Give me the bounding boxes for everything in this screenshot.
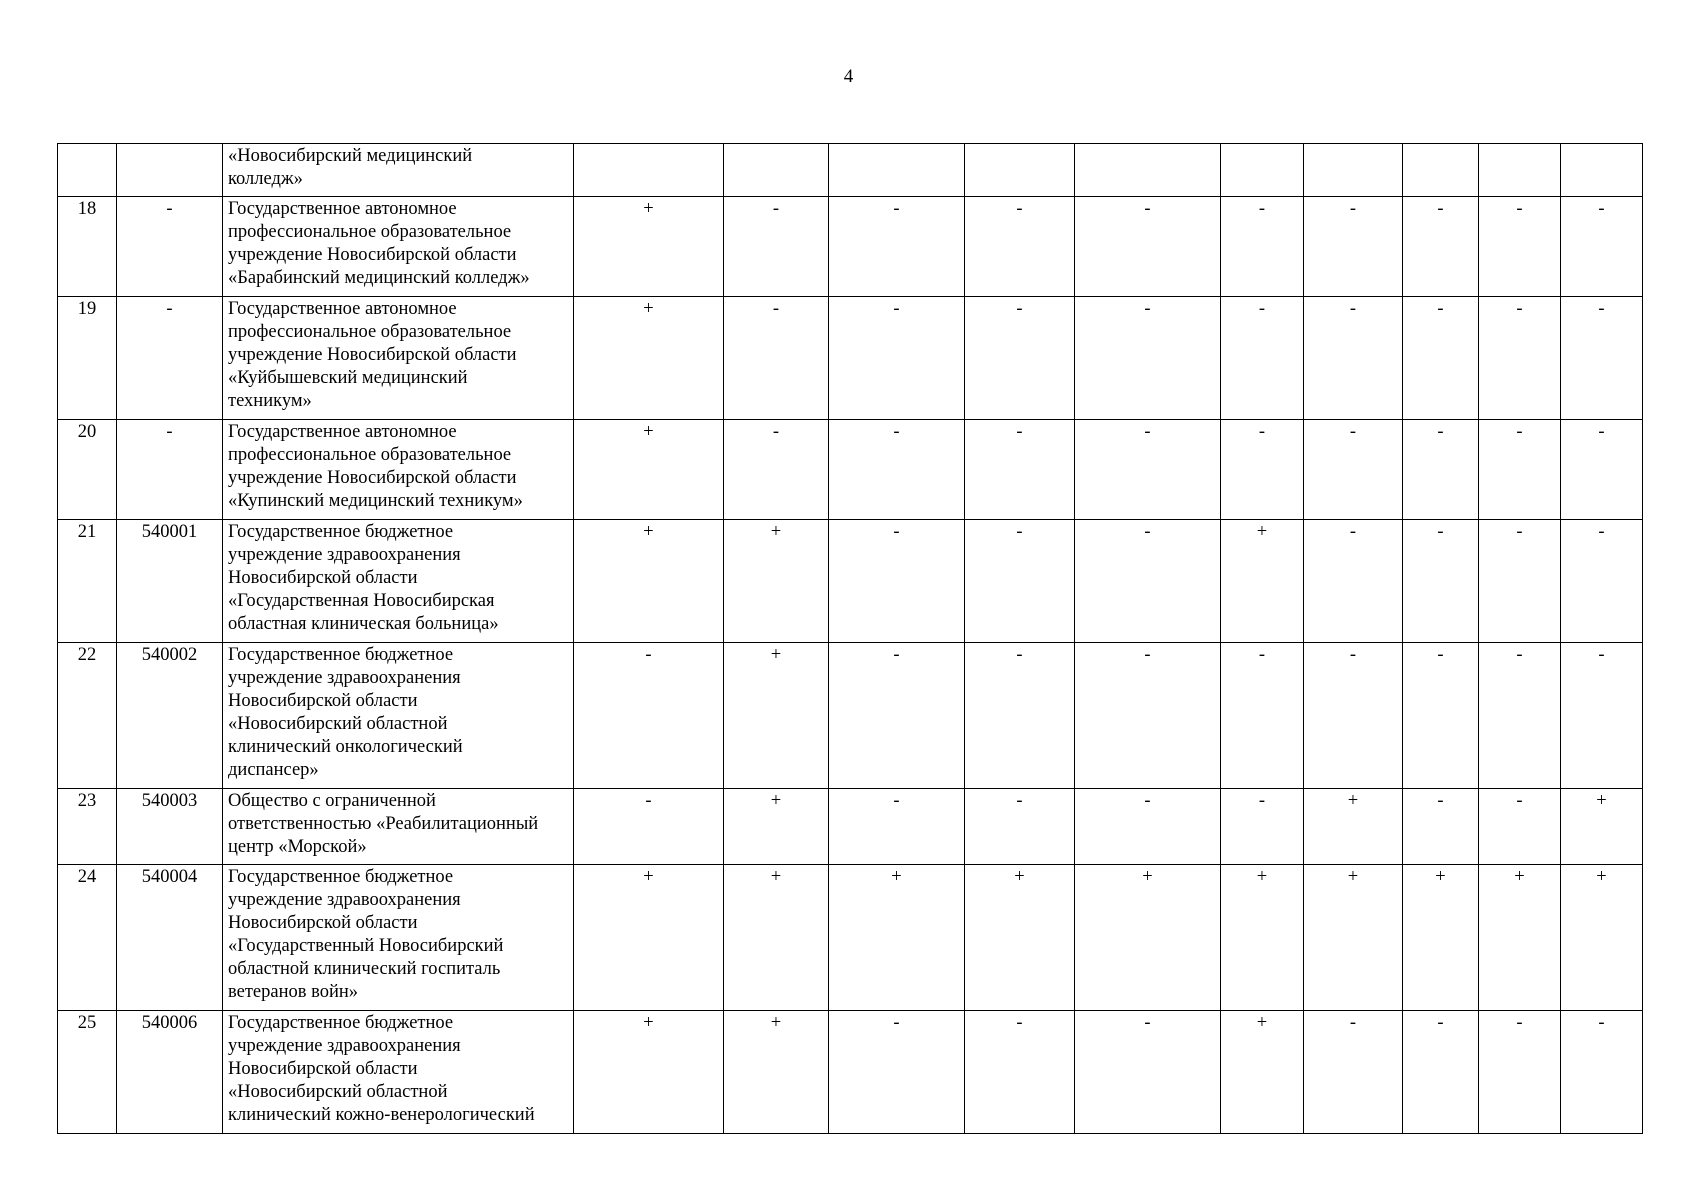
mark-cell: - — [1403, 643, 1479, 789]
mark-cell: - — [1304, 520, 1403, 643]
organization-name: Государственное бюджетное учреждение здравоохранения Новосибирской области «Государственный Новосибирский областной клинический госпиталь ветеранов войн» — [223, 865, 574, 1011]
mark-cell: - — [1304, 420, 1403, 520]
mark-cell — [574, 144, 724, 197]
mark-cell: - — [829, 197, 965, 297]
mark-cell: - — [1221, 197, 1304, 297]
mark-cell: - — [724, 197, 829, 297]
organization-name: Государственное бюджетное учреждение здравоохранения Новосибирской области «Новосибирский областной клинический кожно-венерологический — [223, 1011, 574, 1134]
mark-cell: - — [1403, 789, 1479, 865]
mark-cell: - — [1304, 643, 1403, 789]
registry-code: 540001 — [117, 520, 223, 643]
organization-name: «Новосибирский медицинский колледж» — [223, 144, 574, 197]
mark-cell: + — [574, 865, 724, 1011]
mark-cell: - — [1479, 1011, 1561, 1134]
organization-name: Общество с ограниченной ответственностью «Реабилитационный центр «Морской» — [223, 789, 574, 865]
mark-cell — [1479, 144, 1561, 197]
row-number: 21 — [58, 520, 117, 643]
mark-cell: - — [1075, 197, 1221, 297]
registry-code: 540003 — [117, 789, 223, 865]
mark-cell — [1221, 144, 1304, 197]
mark-cell: - — [829, 420, 965, 520]
table-row — [58, 420, 1643, 520]
mark-cell: - — [724, 420, 829, 520]
mark-cell: - — [1479, 197, 1561, 297]
mark-cell: - — [965, 520, 1075, 643]
mark-cell: - — [965, 789, 1075, 865]
organizations-table — [57, 143, 1643, 1134]
mark-cell: - — [1561, 520, 1643, 643]
mark-cell: + — [574, 420, 724, 520]
mark-cell: - — [1403, 197, 1479, 297]
mark-cell: - — [1304, 297, 1403, 420]
mark-cell: - — [1221, 643, 1304, 789]
registry-code — [117, 144, 223, 197]
table-row — [58, 520, 1643, 643]
table-row — [58, 789, 1643, 865]
registry-code: - — [117, 420, 223, 520]
mark-cell: + — [1221, 1011, 1304, 1134]
mark-cell: - — [1403, 1011, 1479, 1134]
mark-cell: - — [1403, 520, 1479, 643]
organization-name: Государственное бюджетное учреждение здравоохранения Новосибирской области «Новосибирский областной клинический онкологический диспансер» — [223, 643, 574, 789]
mark-cell: + — [724, 789, 829, 865]
mark-cell: - — [965, 1011, 1075, 1134]
mark-cell — [1075, 144, 1221, 197]
table-row — [58, 297, 1643, 420]
mark-cell: + — [965, 865, 1075, 1011]
mark-cell: - — [1561, 420, 1643, 520]
mark-cell — [829, 144, 965, 197]
mark-cell: - — [829, 1011, 965, 1134]
registry-code: 540004 — [117, 865, 223, 1011]
row-number: 18 — [58, 197, 117, 297]
mark-cell: - — [1479, 643, 1561, 789]
organization-name: Государственное автономное профессиональное образовательное учреждение Новосибирской области «Барабинский медицинский колледж» — [223, 197, 574, 297]
organization-name: Государственное бюджетное учреждение здравоохранения Новосибирской области «Государственная Новосибирская областная клиническая больница» — [223, 520, 574, 643]
mark-cell: + — [1304, 865, 1403, 1011]
row-number: 20 — [58, 420, 117, 520]
mark-cell: - — [1403, 297, 1479, 420]
mark-cell: - — [829, 789, 965, 865]
mark-cell: - — [829, 643, 965, 789]
mark-cell: - — [965, 297, 1075, 420]
mark-cell: - — [1479, 520, 1561, 643]
mark-cell: - — [965, 420, 1075, 520]
mark-cell: + — [1561, 865, 1643, 1011]
mark-cell: - — [965, 643, 1075, 789]
mark-cell: - — [574, 643, 724, 789]
mark-cell: + — [574, 197, 724, 297]
mark-cell: - — [1075, 297, 1221, 420]
page-number: 4 — [843, 66, 854, 87]
mark-cell: + — [574, 297, 724, 420]
table-row — [58, 197, 1643, 297]
row-number: 25 — [58, 1011, 117, 1134]
mark-cell: + — [1403, 865, 1479, 1011]
mark-cell: + — [724, 1011, 829, 1134]
mark-cell: + — [829, 865, 965, 1011]
mark-cell: + — [724, 520, 829, 643]
mark-cell: - — [1561, 297, 1643, 420]
mark-cell: - — [1561, 643, 1643, 789]
registry-code: - — [117, 297, 223, 420]
mark-cell: - — [1221, 297, 1304, 420]
mark-cell: + — [1075, 865, 1221, 1011]
registry-code: 540002 — [117, 643, 223, 789]
mark-cell: - — [965, 197, 1075, 297]
mark-cell — [724, 144, 829, 197]
table-row — [58, 144, 1643, 197]
organization-name: Государственное автономное профессиональное образовательное учреждение Новосибирской области «Купинский медицинский техникум» — [223, 420, 574, 520]
mark-cell: - — [1075, 520, 1221, 643]
mark-cell: - — [724, 297, 829, 420]
mark-cell: - — [1075, 420, 1221, 520]
table-row — [58, 643, 1643, 789]
mark-cell: - — [1221, 789, 1304, 865]
mark-cell — [1561, 144, 1643, 197]
registry-code: - — [117, 197, 223, 297]
mark-cell: - — [1304, 197, 1403, 297]
row-number: 23 — [58, 789, 117, 865]
mark-cell: - — [1561, 1011, 1643, 1134]
mark-cell: - — [829, 297, 965, 420]
table-row — [58, 1011, 1643, 1134]
mark-cell: + — [1221, 865, 1304, 1011]
mark-cell: - — [1221, 420, 1304, 520]
mark-cell: + — [574, 1011, 724, 1134]
mark-cell: + — [1304, 789, 1403, 865]
mark-cell: + — [724, 865, 829, 1011]
mark-cell: - — [1403, 420, 1479, 520]
mark-cell: - — [1561, 197, 1643, 297]
mark-cell: - — [1075, 1011, 1221, 1134]
row-number — [58, 144, 117, 197]
mark-cell — [965, 144, 1075, 197]
mark-cell: + — [1479, 865, 1561, 1011]
table-row — [58, 865, 1643, 1011]
mark-cell: - — [829, 520, 965, 643]
organization-name: Государственное автономное профессиональное образовательное учреждение Новосибирской области «Куйбышевский медицинский техникум» — [223, 297, 574, 420]
mark-cell — [1403, 144, 1479, 197]
mark-cell: - — [1075, 643, 1221, 789]
row-number: 24 — [58, 865, 117, 1011]
mark-cell: + — [724, 643, 829, 789]
mark-cell: - — [1479, 297, 1561, 420]
mark-cell: - — [574, 789, 724, 865]
mark-cell: + — [1221, 520, 1304, 643]
row-number: 22 — [58, 643, 117, 789]
mark-cell: - — [1075, 789, 1221, 865]
mark-cell: - — [1304, 1011, 1403, 1134]
mark-cell: - — [1479, 420, 1561, 520]
mark-cell: + — [574, 520, 724, 643]
registry-code: 540006 — [117, 1011, 223, 1134]
mark-cell — [1304, 144, 1403, 197]
mark-cell: + — [1561, 789, 1643, 865]
row-number: 19 — [58, 297, 117, 420]
mark-cell: - — [1479, 789, 1561, 865]
